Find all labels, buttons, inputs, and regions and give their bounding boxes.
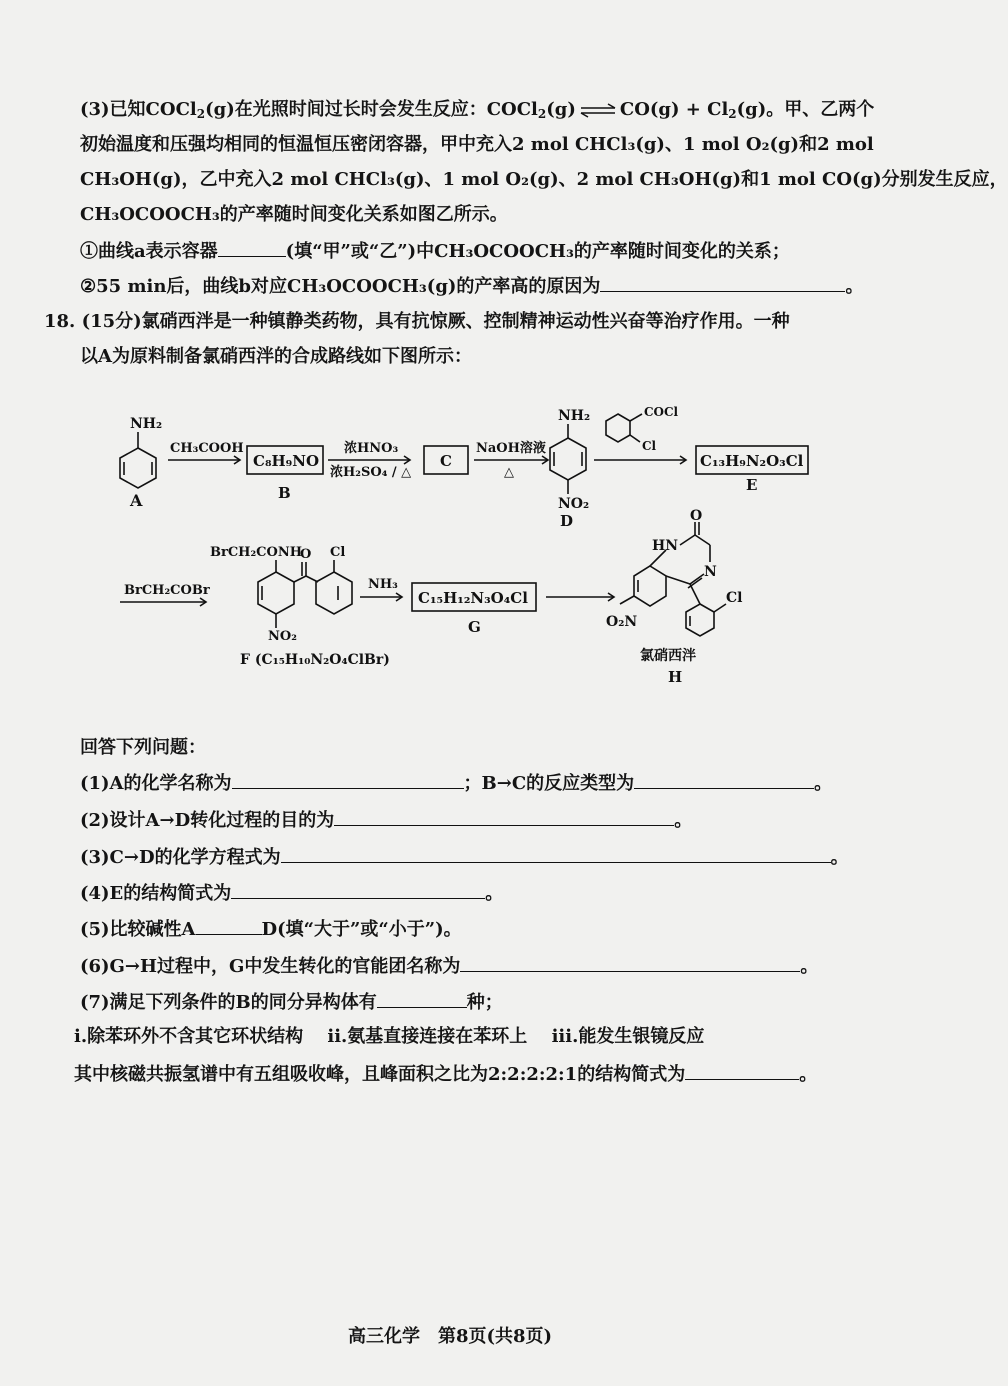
B-label: B	[278, 484, 291, 502]
q18-prompt: 回答下列问题：	[80, 737, 206, 758]
answer-blank-q3[interactable]	[281, 844, 831, 863]
q17-text: (3)已知COCl	[80, 99, 197, 120]
benzene-ring-F1	[258, 572, 294, 614]
period: 。	[674, 810, 693, 831]
F-no2-label: NO₂	[268, 629, 297, 644]
D-nh2-label: NH₂	[558, 408, 591, 424]
benzene-ring-F2	[316, 572, 352, 614]
q7-text-2: 种；	[466, 992, 503, 1013]
benzene-ring-A	[120, 448, 156, 488]
equilibrium-arrow-icon	[579, 103, 617, 117]
C-box-label: C	[440, 452, 452, 470]
q18-7-last	[74, 1061, 817, 1087]
q1-text: (1)A的化学名称为	[80, 773, 232, 794]
q18-header: 18. (15分)氯硝西泮是一种镇静类药物，具有抗惊厥、控制精神运动性兴奋等治疗作用。一种	[44, 311, 790, 332]
q18-4	[80, 880, 503, 906]
G-label: G	[468, 618, 481, 636]
page-footer: 高三化学 第8页(共8页)	[347, 1326, 553, 1347]
q17-3-sub1	[80, 238, 790, 264]
H-o-label: O	[690, 508, 703, 524]
q7-text: (7)满足下列条件的B的同分异构体有	[80, 992, 377, 1013]
answer-blank-vessel[interactable]	[218, 238, 286, 257]
q18-6	[80, 953, 818, 979]
reagent-6: NH₃	[368, 577, 398, 592]
q5-text-2: D(填“大于”或“小于”)。	[261, 919, 462, 940]
q17-text: CO(g) + Cl	[619, 99, 729, 120]
q2-text: (2)设计A→D转化过程的目的为	[80, 810, 335, 831]
period: 。	[845, 276, 864, 297]
answer-blank-q5[interactable]	[196, 916, 262, 935]
answer-blank-q4[interactable]	[231, 880, 485, 899]
H-name: 氯硝西泮	[640, 648, 696, 664]
q18-3	[80, 844, 849, 870]
q18-7-conditions: i.除苯环外不含其它环状结构 ii.氨基直接连接在苯环上 iii.能发生银镜反应	[74, 1026, 705, 1047]
q17-text: (g)在光照时间过长时会发生反应：COCl	[205, 99, 538, 120]
q17-3-line3: CH₃OH(g)，乙中充入2 mol CHCl₃(g)、1 mol O₂(g)、2 mol CH₃OH(g)和1 mol CO(g)分别发生反应，	[80, 169, 1008, 190]
q17-3-sub2	[80, 273, 863, 299]
period: 。	[814, 773, 833, 794]
answer-blank-structure[interactable]	[685, 1061, 799, 1080]
A-label: A	[130, 491, 143, 510]
H-cl-label: Cl	[726, 590, 743, 606]
q18-1	[80, 770, 832, 796]
reagent-3-top: NaOH溶液	[476, 441, 546, 456]
H-label: H	[668, 668, 683, 686]
answer-blank-q1a[interactable]	[232, 770, 464, 789]
D-label: D	[560, 512, 574, 530]
reagent-3-bottom: △	[504, 465, 514, 480]
E-label: E	[746, 476, 758, 494]
answer-blank-q1b[interactable]	[634, 770, 814, 789]
period: 。	[830, 847, 849, 868]
q17-3-line2: 初始温度和压强均相同的恒温恒压密闭容器，甲中充入2 mol CHCl₃(g)、1 mol O₂(g)和2 mol	[80, 134, 874, 155]
q1-text-2: ；B→C的反应类型为	[463, 773, 635, 794]
q17-sub2-text: ②55 min后，曲线b对应CH₃OCOOCH₃(g)的产率高的原因为	[80, 276, 601, 297]
q17-text: (g)。甲、乙两个	[736, 99, 875, 120]
answer-blank-reason[interactable]	[600, 273, 845, 292]
q4-text: (4)E的结构简式为	[80, 883, 232, 904]
q3-text: (3)C→D的化学方程式为	[80, 847, 281, 868]
F-amide-label: BrCH₂CONH	[210, 545, 302, 560]
F-o-label: O	[300, 547, 312, 562]
E-formula: C₁₃H₉N₂O₃Cl	[700, 452, 804, 470]
q6-text: (6)G→H过程中，G中发生转化的官能团名称为	[80, 956, 461, 977]
period: 。	[800, 956, 819, 977]
reagent-2-bottom: 浓H₂SO₄ / △	[330, 465, 412, 480]
q17-3-line4: CH₃OCOOCH₃的产率随时间变化关系如图乙所示。	[80, 204, 508, 225]
answer-blank-q2[interactable]	[334, 807, 674, 826]
q17-sub1-text: ①曲线a表示容器	[80, 241, 218, 262]
benzene-ring-D	[550, 438, 586, 480]
acyl-cl-label: Cl	[642, 439, 657, 453]
acyl-cocl-label: COCl	[644, 405, 679, 419]
q17-3-line1: (3)已知COCl$_2$(g)在光照时间过长时会发生反应：COCl$_2$(g) $CO(g) + Cl_2(g)$。甲、乙两个	[80, 99, 875, 121]
H-no2-label: O₂N	[606, 614, 638, 630]
answer-blank-q7[interactable]	[377, 989, 467, 1008]
q18-5	[80, 916, 462, 942]
q18-7	[80, 989, 503, 1015]
synthesis-scheme	[0, 380, 900, 700]
q17-text: (g)	[546, 99, 576, 120]
F-label: F (C₁₅H₁₀N₂O₄ClBr)	[240, 652, 390, 668]
A-nh2-label: NH₂	[130, 416, 163, 432]
q5-text: (5)比较碱性A	[80, 919, 196, 940]
H-n-label: N	[704, 564, 717, 580]
q18-2	[80, 807, 692, 833]
G-formula: C₁₅H₁₂N₃O₄Cl	[418, 589, 528, 607]
period: 。	[799, 1064, 818, 1085]
q18-header-2: 以A为原料制备氯硝西泮的合成路线如下图所示：	[80, 346, 472, 367]
answer-blank-q6[interactable]	[460, 953, 800, 972]
last-text: 其中核磁共振氢谱中有五组吸收峰，且峰面积之比为2:2:2:2:1的结构简式为	[74, 1064, 686, 1085]
reagent-2-top: 浓HNO₃	[344, 441, 399, 456]
period: 。	[485, 883, 504, 904]
reagent-1: CH₃COOH	[170, 441, 244, 456]
D-no2-label: NO₂	[558, 496, 590, 512]
B-formula: C₈H₉NO	[253, 452, 320, 470]
F-cl-label: Cl	[330, 545, 346, 560]
reagent-5: BrCH₂COBr	[124, 583, 210, 598]
H-hn-label: HN	[652, 538, 679, 554]
benzene-ring-acyl	[606, 414, 630, 442]
q17-sub1-text-2: (填“甲”或“乙”)中CH₃OCOOCH₃的产率随时间变化的关系；	[285, 241, 790, 262]
